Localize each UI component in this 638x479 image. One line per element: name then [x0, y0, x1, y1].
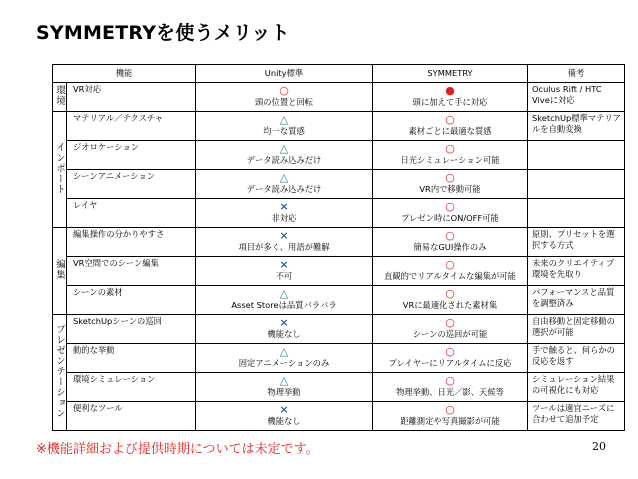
unity-description: 固定アニメーションのみ [238, 358, 330, 368]
unity-description: 均一な質感 [263, 126, 305, 136]
table-row [53, 228, 625, 257]
symmetry-description: プレイヤーにリアルタイムに反応 [388, 358, 512, 368]
symmetry-cell [373, 112, 528, 141]
table-row [53, 257, 625, 286]
symmetry-description: 物理挙動、日光／影、天候等 [396, 387, 504, 397]
unity-cell [196, 286, 373, 315]
feature-cell: レイヤ [67, 199, 196, 228]
symmetry-cell [373, 199, 528, 228]
rating-good-icon: ○ [445, 200, 455, 213]
table-row [53, 344, 625, 373]
page-number: 20 [592, 440, 606, 453]
table-row [53, 83, 625, 112]
rating-poor-icon: × [279, 403, 289, 416]
table-row [53, 199, 625, 228]
notes-cell: 未来のクリエイティブ環境を先取り [528, 257, 625, 286]
table-row [53, 373, 625, 402]
unity-description: 頭の位置と回転 [254, 97, 314, 107]
unity-cell [196, 112, 373, 141]
rating-good-icon: ○ [445, 345, 455, 358]
group-label-cell [53, 228, 67, 315]
symmetry-cell [373, 286, 528, 315]
table-row [53, 315, 625, 344]
symmetry-cell [373, 141, 528, 170]
unity-cell [196, 83, 373, 112]
unity-cell [196, 344, 373, 373]
symmetry-cell [373, 83, 528, 112]
group-label-cell [53, 112, 67, 228]
feature-cell: マテリアル／テクスチャ [67, 112, 196, 141]
rating-fair-icon: △ [279, 113, 289, 126]
unity-description: 項目が多く、用語が難解 [238, 242, 330, 252]
symmetry-description: 素材ごとに最適な質感 [408, 126, 492, 136]
symmetry-description: プレゼン時にON/OFF可能 [401, 213, 499, 223]
notes-cell: SketchUp標準マテリアルを自動変換 [528, 112, 625, 141]
rating-good-icon: ○ [445, 403, 455, 416]
symmetry-description: 日光シミュレーション可能 [400, 155, 500, 165]
header-notes: 備考 [528, 65, 625, 83]
table-body [53, 83, 625, 431]
table-row [53, 286, 625, 315]
unity-description: 物理挙動 [267, 387, 301, 397]
group-label: 編集 [54, 259, 65, 280]
symmetry-description: VRに最適化された素材集 [402, 300, 498, 310]
feature-cell: ジオロケーション [67, 141, 196, 170]
feature-cell: 環境シミュレーション [67, 373, 196, 402]
group-label: プレゼンテーション [54, 323, 65, 419]
rating-poor-icon: × [279, 200, 289, 213]
rating-poor-icon: × [279, 229, 289, 242]
symmetry-cell [373, 257, 528, 286]
group-label: 環境 [54, 85, 65, 106]
symmetry-cell [373, 315, 528, 344]
header-feature: 機能 [53, 65, 196, 83]
unity-description: 機能なし [267, 329, 301, 339]
symmetry-description: VR内で移動可能 [419, 184, 481, 194]
unity-cell [196, 170, 373, 199]
unity-description: Asset Storeは品質バラバラ [231, 300, 337, 310]
unity-cell [196, 373, 373, 402]
unity-cell [196, 257, 373, 286]
symmetry-cell [373, 228, 528, 257]
table-header-row [53, 65, 625, 83]
notes-cell: 自由移動と固定移動の選択が可能 [528, 315, 625, 344]
rating-fair-icon: △ [279, 374, 289, 387]
unity-cell [196, 228, 373, 257]
rating-fair-icon: △ [279, 345, 289, 358]
feature-cell: 編集操作の分かりやすさ [67, 228, 196, 257]
rating-good-icon: ○ [445, 374, 455, 387]
rating-poor-icon: × [279, 316, 289, 329]
rating-good-icon: ○ [445, 287, 455, 300]
symmetry-cell [373, 344, 528, 373]
rating-good-icon: ○ [445, 316, 455, 329]
rating-good-icon: ○ [279, 84, 289, 97]
group-label: インポート [54, 141, 65, 195]
symmetry-description: シーンの巡回が可能 [412, 329, 488, 339]
slide-title: SYMMETRYを使うメリット [36, 22, 290, 44]
feature-cell: 動的な挙動 [67, 344, 196, 373]
symmetry-description: 頭に加えて手に対応 [412, 97, 488, 107]
rating-fair-icon: △ [279, 287, 289, 300]
symmetry-cell [373, 402, 528, 431]
unity-description: 非対応 [271, 213, 297, 223]
rating-good-filled-icon: ● [445, 84, 455, 97]
rating-good-icon: ○ [445, 229, 455, 242]
notes-cell: Oculus Rift / HTC Viveに対応 [528, 83, 625, 112]
rating-fair-icon: △ [279, 142, 289, 155]
rating-poor-icon: × [279, 258, 289, 271]
notes-cell [528, 170, 625, 199]
symmetry-cell [373, 170, 528, 199]
notes-cell: シミュレーション結果の可視化にも対応 [528, 373, 625, 402]
group-label-cell [53, 315, 67, 431]
rating-good-icon: ○ [445, 258, 455, 271]
feature-cell: VR対応 [67, 83, 196, 112]
notes-cell [528, 199, 625, 228]
rating-good-icon: ○ [445, 171, 455, 184]
feature-cell: 便利なツール [67, 402, 196, 431]
unity-description: 不可 [275, 271, 293, 281]
table-row [53, 170, 625, 199]
symmetry-description: 直観的でリアルタイムな編集が可能 [384, 271, 516, 281]
group-label-cell [53, 83, 67, 112]
footnote: ※機能詳細および提供時期については未定です。 [36, 442, 319, 457]
symmetry-description: 距離測定や写真撮影が可能 [400, 416, 500, 426]
table-row [53, 402, 625, 431]
rating-good-icon: ○ [445, 142, 455, 155]
notes-cell: 手で触ると、何らかの反応を返す [528, 344, 625, 373]
comparison-table [52, 64, 625, 431]
notes-cell [528, 141, 625, 170]
unity-cell [196, 402, 373, 431]
unity-description: データ読み込みだけ [246, 184, 322, 194]
unity-cell [196, 141, 373, 170]
header-unity: Unity標準 [196, 65, 373, 83]
feature-cell: シーンアニメーション [67, 170, 196, 199]
rating-good-icon: ○ [445, 113, 455, 126]
rating-fair-icon: △ [279, 171, 289, 184]
unity-cell [196, 315, 373, 344]
unity-description: 機能なし [267, 416, 301, 426]
notes-cell: パフォーマンスと品質を調整済み [528, 286, 625, 315]
notes-cell: ツールは適宜ニーズに合わせて追加予定 [528, 402, 625, 431]
symmetry-cell [373, 373, 528, 402]
header-symmetry: SYMMETRY [373, 65, 528, 83]
feature-cell: SketchUpシーンの巡回 [67, 315, 196, 344]
table-row [53, 141, 625, 170]
unity-cell [196, 199, 373, 228]
symmetry-description: 簡易なGUI操作のみ [413, 242, 487, 252]
unity-description: データ読み込みだけ [246, 155, 322, 165]
notes-cell: 原則、プリセットを選択する方式 [528, 228, 625, 257]
feature-cell: VR空間でのシーン編集 [67, 257, 196, 286]
feature-cell: シーンの素材 [67, 286, 196, 315]
table-row [53, 112, 625, 141]
